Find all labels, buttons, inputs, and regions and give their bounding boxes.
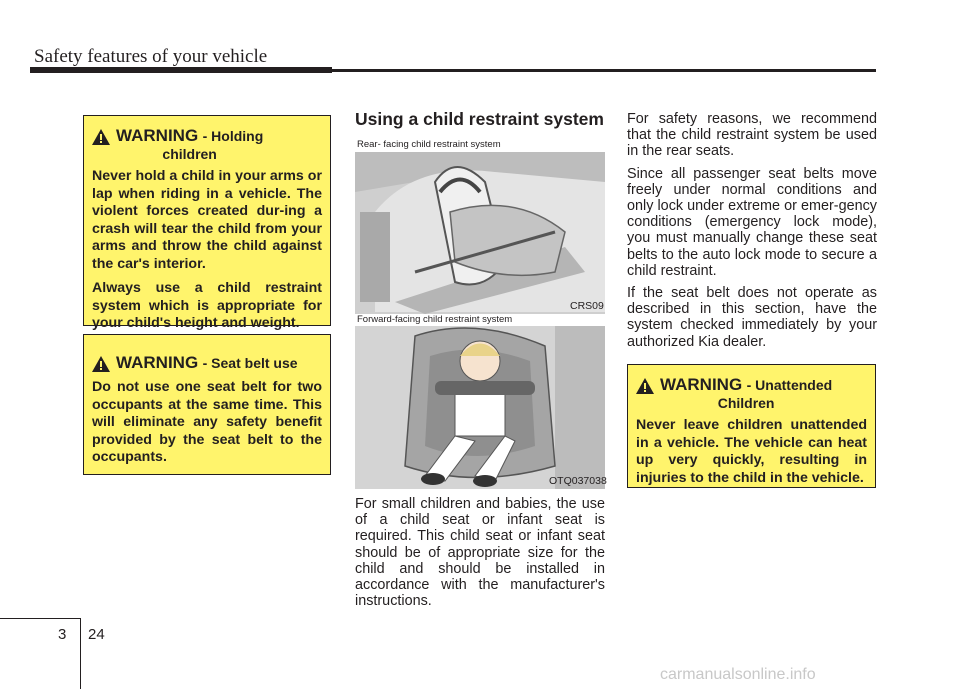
paragraph: For safety reasons, we recommend that the child restraint system be used in the rear seats. — [627, 111, 877, 160]
warning-subtitle: - Holding — [202, 128, 264, 144]
warning-subtitle-line2: children — [162, 146, 217, 162]
chapter-number: 3 — [58, 626, 67, 643]
paragraph: If the seat belt does not operate as described in this section, have the system checked immediately by your authorized Kia dealer. — [627, 285, 877, 350]
figure-code: CRS09 — [570, 300, 604, 312]
warning-word: WARNING — [116, 353, 199, 372]
warning-triangle-icon — [92, 129, 110, 145]
warning-word: WARNING — [116, 126, 199, 145]
warning-paragraph: Do not use one seat belt for two occupants at the same time. This will eliminate any safety benefit provided by the seat belt to the occupants. — [92, 379, 322, 465]
figure-caption-forward-facing: Forward-facing child restraint system — [357, 314, 513, 325]
warning-paragraph: Always use a child restraint system which is appropriate for your child's height and weight. — [92, 280, 322, 331]
warning-title — [636, 375, 867, 411]
page-number: 24 — [88, 626, 105, 643]
figure-rear-facing-seat — [355, 152, 605, 314]
warning-box-holding-children — [83, 115, 331, 331]
footer-rule — [0, 618, 80, 619]
figure-caption-rear-facing: Rear- facing child restraint system — [357, 139, 501, 150]
warning-box-seat-belt-use — [83, 334, 331, 475]
warning-body — [92, 168, 322, 333]
rear-facing-seat-illustration — [355, 152, 605, 314]
warning-title — [92, 353, 322, 373]
warning-word: WARNING — [660, 375, 743, 394]
warning-box-unattended-children — [627, 364, 876, 488]
warning-subtitle: - Unattended — [746, 377, 833, 393]
column3-text — [627, 111, 877, 356]
warning-subtitle-line2: Children — [717, 395, 775, 411]
figure-forward-facing-seat — [355, 326, 605, 489]
paragraph: For small children and babies, the use of a child seat or infant seat is required. This child seat or infant seat should be of appropriate size for the child and should be installed in accordance with the manufacturer's instructions. — [355, 496, 605, 610]
warning-paragraph: Never leave children unattended in a vehicle. The vehicle can heat up very quickly, resulting in injuries to the child in the vehicle. — [636, 417, 867, 486]
footer-divider — [80, 618, 81, 689]
warning-body — [92, 379, 322, 467]
section-body-text — [355, 496, 605, 615]
warning-triangle-icon — [636, 378, 654, 394]
page-header-title: Safety features of your vehicle — [34, 46, 268, 67]
warning-title — [92, 126, 322, 162]
figure-code: OTQ037038 — [549, 475, 607, 487]
section-heading: Using a child restraint system — [355, 109, 604, 129]
paragraph: Since all passenger seat belts move freely under normal conditions and only lock under extreme or emer-gency conditions (emergency lock mode), you must manually change these seat belts to the auto lock mode to secure a child restraint. — [627, 165, 877, 279]
header-rule-accent — [30, 67, 332, 73]
forward-facing-seat-illustration — [355, 326, 605, 489]
warning-triangle-icon — [92, 356, 110, 372]
watermark: carmanualsonline.info — [660, 666, 816, 683]
warning-body — [636, 417, 867, 487]
warning-subtitle: - Seat belt use — [202, 355, 298, 371]
warning-paragraph: Never hold a child in your arms or lap when riding in a vehicle. The violent forces created dur-ing a crash will tear the child from your arms and throw the child against the car's interior. — [92, 168, 322, 272]
